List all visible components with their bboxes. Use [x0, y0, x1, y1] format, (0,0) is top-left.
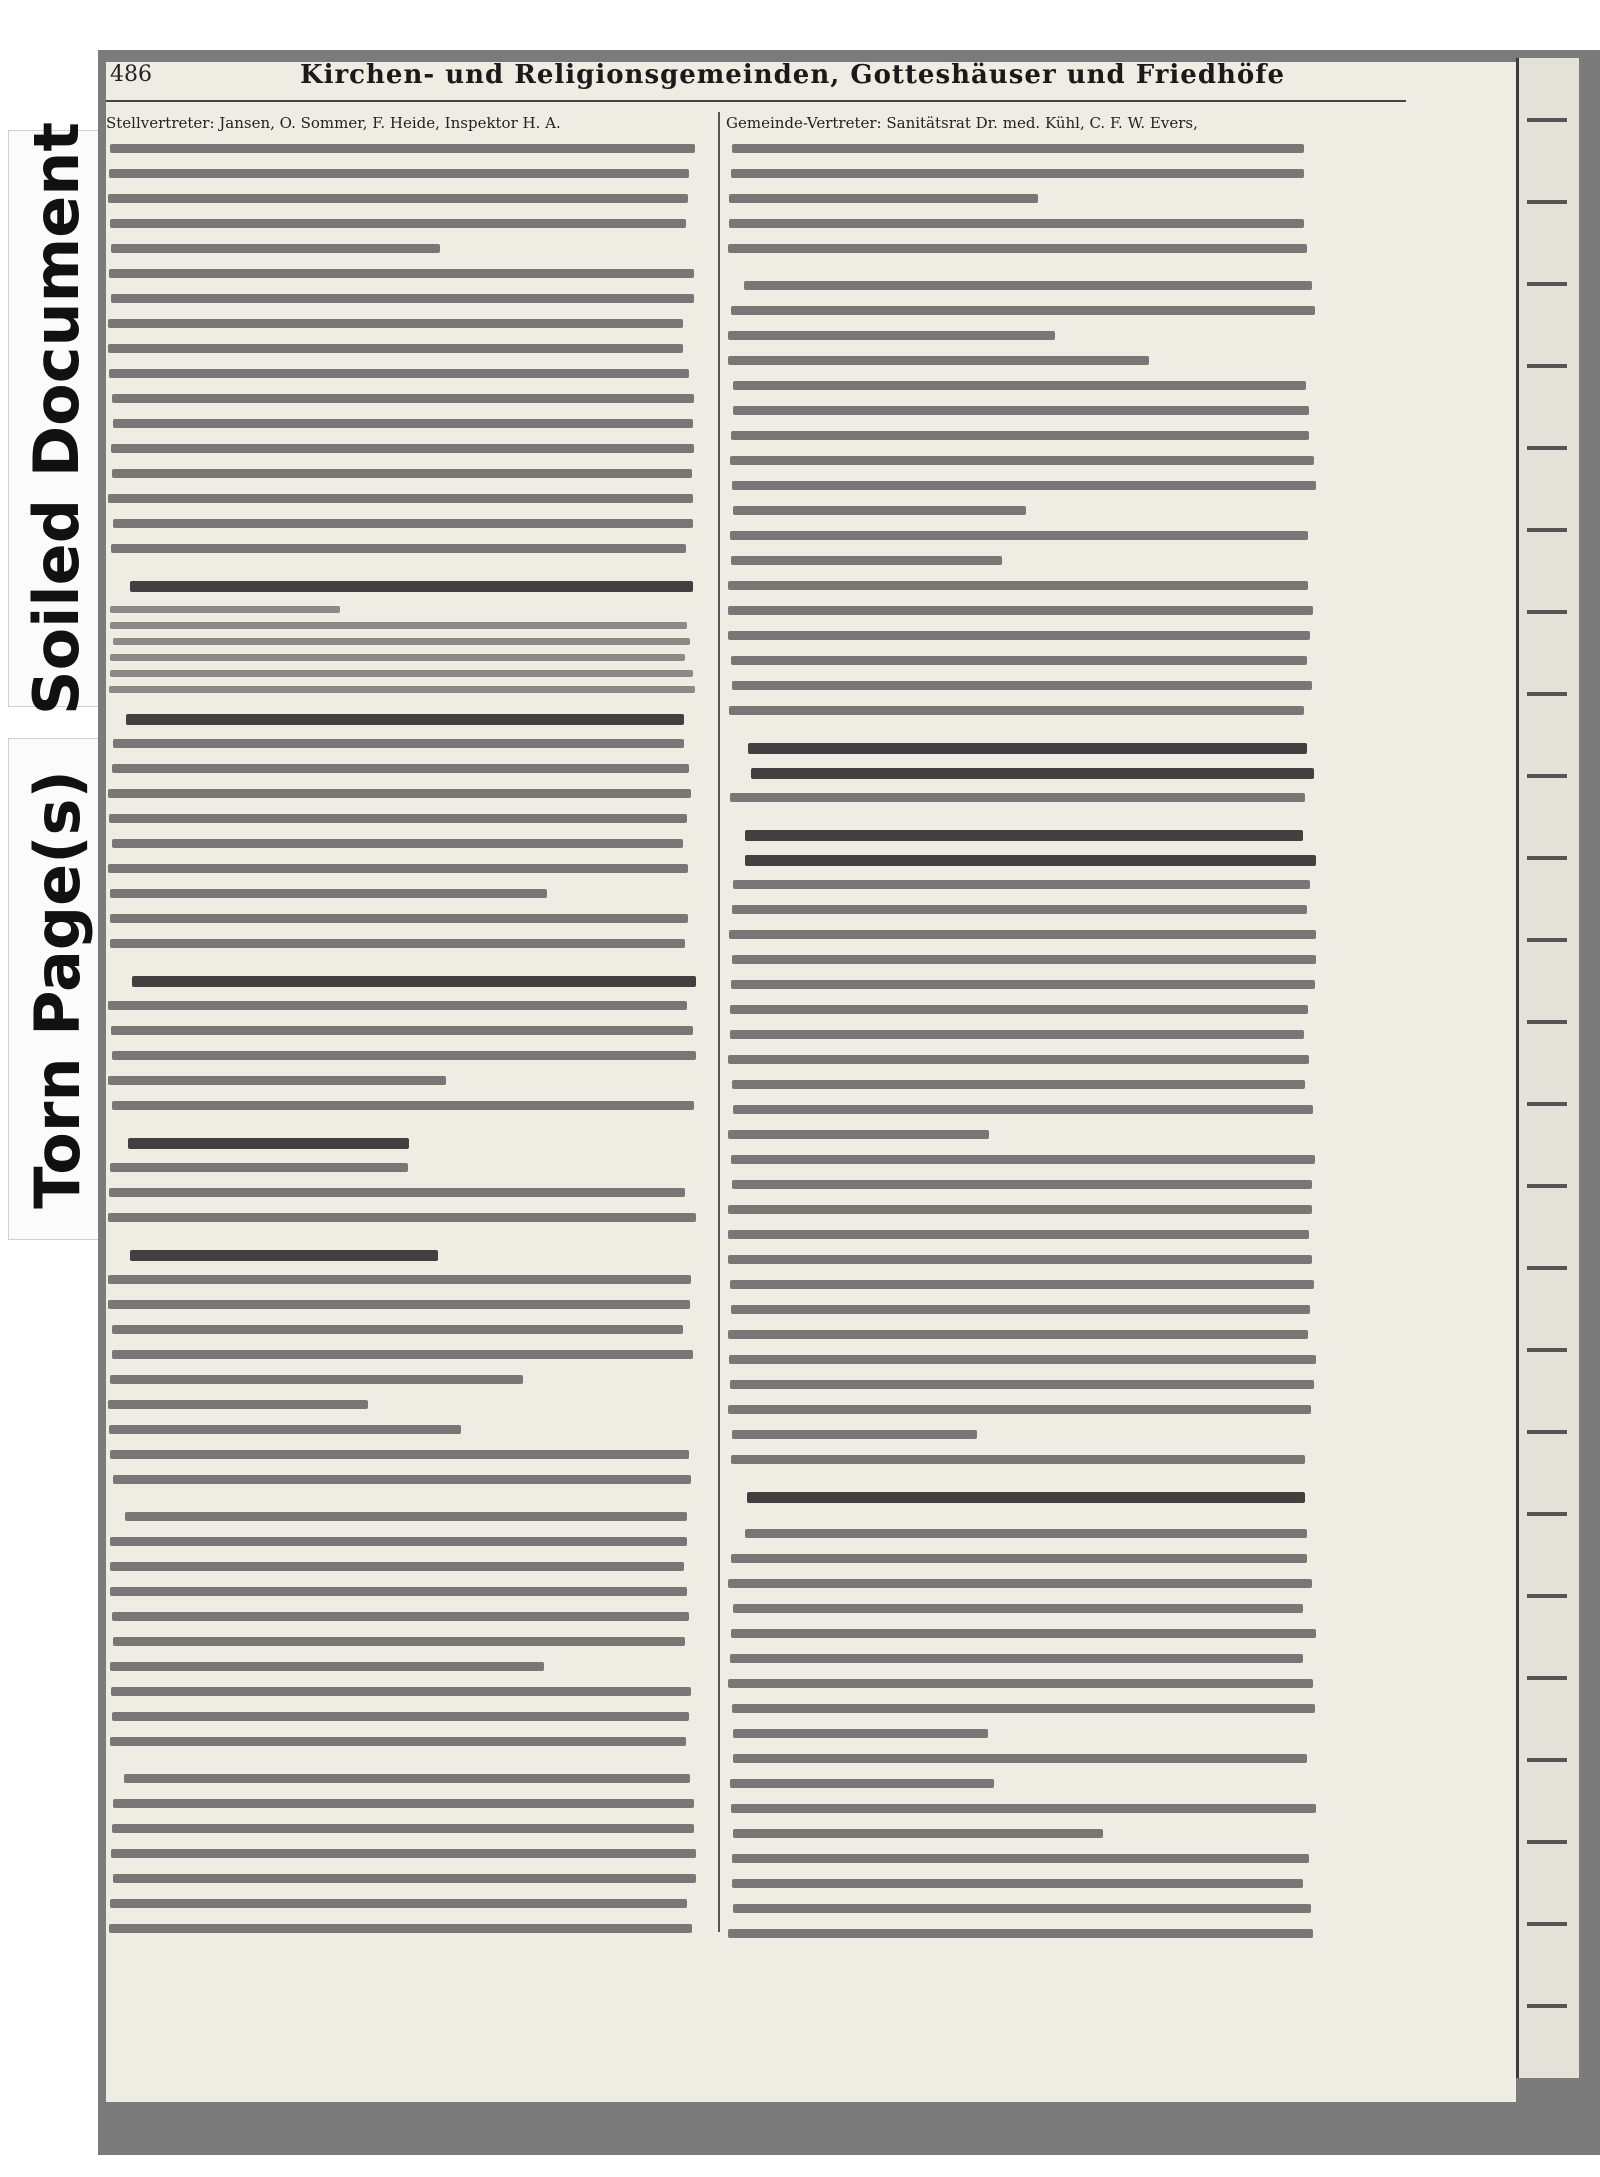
gutter-tick — [1527, 282, 1567, 286]
text-line — [108, 1076, 446, 1085]
text-line — [730, 1380, 1314, 1389]
text-line — [110, 1163, 408, 1172]
text-line — [731, 656, 1307, 665]
text-line — [110, 939, 685, 948]
text-line — [747, 1492, 1305, 1503]
gutter-tick — [1527, 446, 1567, 450]
text-line — [748, 743, 1307, 754]
header-rule — [106, 100, 1406, 102]
text-line — [110, 219, 686, 228]
text-line — [110, 1375, 523, 1384]
text-line — [728, 1205, 1312, 1214]
text-line — [128, 1138, 409, 1149]
text-line — [124, 1774, 690, 1783]
gutter-tick — [1527, 1266, 1567, 1270]
text-line — [111, 1026, 693, 1035]
text-line — [112, 394, 694, 403]
text-line — [732, 1080, 1305, 1089]
text-line — [728, 1255, 1312, 1264]
page-gutter-edge — [1516, 58, 1579, 2078]
text-line — [731, 1629, 1316, 1638]
text-line — [745, 1529, 1307, 1538]
text-line — [728, 1579, 1312, 1588]
text-line — [108, 1275, 691, 1284]
text-line — [728, 1929, 1313, 1938]
gutter-tick — [1527, 1758, 1567, 1762]
text-line — [110, 1899, 687, 1908]
text-line — [110, 670, 693, 677]
text-line — [728, 1330, 1308, 1339]
text-line — [728, 356, 1149, 365]
text-line — [109, 1924, 692, 1933]
text-line — [730, 793, 1305, 802]
torn-pages-label — [8, 738, 106, 1240]
text-line — [732, 955, 1316, 964]
text-line — [731, 1455, 1305, 1464]
text-line — [111, 1849, 696, 1858]
gutter-tick — [1527, 856, 1567, 860]
text-line — [730, 1779, 994, 1788]
text-line — [110, 1537, 687, 1546]
text-line — [108, 1300, 690, 1309]
text-line — [108, 1400, 368, 1409]
text-line — [733, 1604, 1303, 1613]
text-line — [112, 1325, 683, 1334]
text-line — [113, 1637, 685, 1646]
gutter-tick — [1527, 610, 1567, 614]
text-line — [729, 930, 1316, 939]
text-line — [110, 1737, 686, 1746]
gutter-tick — [1527, 1512, 1567, 1516]
text-line — [112, 1712, 689, 1721]
text-line — [110, 654, 685, 661]
column-divider — [718, 112, 720, 1932]
text-line — [744, 281, 1312, 290]
right-column-first-line: Gemeinde-Vertreter: Sanitätsrat Dr. med. Kühl, C. F. W. Evers, — [726, 114, 1198, 132]
text-line — [732, 1879, 1303, 1888]
text-line — [110, 1562, 684, 1571]
text-line — [111, 244, 440, 253]
text-line — [733, 406, 1309, 415]
gutter-tick — [1527, 118, 1567, 122]
text-line — [732, 905, 1307, 914]
text-line — [732, 1854, 1309, 1863]
text-line — [728, 1405, 1311, 1414]
text-line — [109, 814, 687, 823]
text-line — [108, 864, 688, 873]
text-line — [731, 306, 1315, 315]
text-line — [130, 1250, 438, 1261]
text-line — [113, 519, 693, 528]
text-line — [733, 1754, 1307, 1763]
text-line — [732, 681, 1312, 690]
text-line — [728, 1230, 1309, 1239]
text-line — [110, 1587, 687, 1596]
text-line — [745, 855, 1316, 866]
torn-pages-label-text: Torn Page(s) — [20, 769, 94, 1209]
text-line — [732, 481, 1316, 490]
text-line — [733, 880, 1310, 889]
text-line — [728, 244, 1307, 253]
gutter-tick — [1527, 1430, 1567, 1434]
text-line — [110, 1450, 689, 1459]
text-line — [111, 294, 694, 303]
text-line — [108, 789, 691, 798]
gutter-tick — [1527, 1922, 1567, 1926]
text-line — [730, 1030, 1304, 1039]
text-line — [130, 581, 693, 592]
text-line — [729, 1355, 1316, 1364]
gutter-tick — [1527, 200, 1567, 204]
text-line — [112, 1824, 694, 1833]
gutter-tick — [1527, 774, 1567, 778]
text-line — [126, 714, 684, 725]
text-line — [113, 1475, 691, 1484]
text-line — [733, 506, 1026, 515]
left-column — [106, 112, 726, 1942]
text-line — [110, 144, 695, 153]
text-line — [109, 1425, 461, 1434]
text-line — [110, 606, 340, 613]
text-line — [733, 381, 1306, 390]
gutter-tick — [1527, 1676, 1567, 1680]
text-line — [112, 764, 689, 773]
text-line — [733, 1729, 988, 1738]
text-line — [113, 1799, 694, 1808]
text-line — [108, 1001, 687, 1010]
text-line — [730, 456, 1314, 465]
running-header: Kirchen- und Religionsgemeinden, Gotteshäuser und Friedhöfe — [300, 60, 1285, 90]
gutter-tick — [1527, 1348, 1567, 1352]
text-line — [113, 739, 684, 748]
text-line — [731, 1305, 1310, 1314]
text-line — [751, 768, 1314, 779]
text-line — [728, 1055, 1309, 1064]
gutter-tick — [1527, 1594, 1567, 1598]
text-line — [729, 194, 1038, 203]
text-line — [110, 914, 688, 923]
text-line — [730, 1005, 1308, 1014]
gutter-tick — [1527, 2004, 1567, 2008]
text-line — [730, 1654, 1303, 1663]
text-line — [108, 344, 683, 353]
text-line — [728, 581, 1308, 590]
text-line — [731, 980, 1315, 989]
text-line — [732, 1430, 977, 1439]
soiled-document-label-text: Soiled Document — [20, 121, 94, 716]
text-line — [110, 622, 687, 629]
page-number: 486 — [110, 62, 152, 87]
gutter-tick — [1527, 1020, 1567, 1024]
text-line — [729, 706, 1304, 715]
text-line — [110, 1662, 544, 1671]
left-column-first-line: Stellvertreter: Jansen, O. Sommer, F. Heide, Inspektor H. A. — [106, 114, 561, 132]
text-line — [731, 1804, 1316, 1813]
text-line — [108, 194, 688, 203]
text-line — [109, 369, 689, 378]
text-line — [112, 1350, 693, 1359]
text-line — [111, 544, 686, 553]
text-line — [110, 889, 547, 898]
text-line — [112, 1101, 694, 1110]
gutter-tick — [1527, 1102, 1567, 1106]
text-line — [728, 1130, 989, 1139]
text-line — [112, 839, 683, 848]
text-line — [112, 1612, 689, 1621]
text-line — [728, 606, 1313, 615]
text-line — [109, 169, 689, 178]
text-line — [731, 1554, 1307, 1563]
text-line — [732, 1704, 1315, 1713]
text-line — [108, 319, 683, 328]
text-line — [113, 1874, 696, 1883]
text-line — [113, 419, 693, 428]
text-line — [728, 1679, 1313, 1688]
text-line — [745, 830, 1303, 841]
gutter-tick — [1527, 528, 1567, 532]
text-line — [733, 1829, 1103, 1838]
text-line — [112, 469, 692, 478]
text-line — [730, 1280, 1314, 1289]
text-line — [111, 1687, 691, 1696]
text-line — [733, 1904, 1311, 1913]
text-line — [728, 331, 1055, 340]
text-line — [731, 1155, 1315, 1164]
soiled-document-label — [8, 121, 106, 716]
gutter-tick — [1527, 692, 1567, 696]
text-line — [108, 494, 693, 503]
text-line — [733, 1105, 1313, 1114]
gutter-tick — [1527, 1184, 1567, 1188]
gutter-tick — [1527, 938, 1567, 942]
text-line — [109, 1188, 685, 1197]
right-column — [726, 112, 1346, 1942]
text-line — [732, 144, 1304, 153]
gutter-tick — [1527, 364, 1567, 368]
text-line — [731, 169, 1304, 178]
text-line — [728, 631, 1310, 640]
text-line — [729, 219, 1304, 228]
text-line — [112, 1051, 696, 1060]
text-line — [731, 431, 1309, 440]
text-line — [730, 531, 1308, 540]
text-line — [109, 269, 694, 278]
text-line — [125, 1512, 687, 1521]
text-line — [731, 556, 1002, 565]
text-line — [113, 638, 690, 645]
text-line — [132, 976, 696, 987]
text-line — [109, 686, 695, 693]
text-line — [108, 1213, 696, 1222]
text-line — [732, 1180, 1312, 1189]
gutter-tick — [1527, 1840, 1567, 1844]
text-line — [111, 444, 694, 453]
